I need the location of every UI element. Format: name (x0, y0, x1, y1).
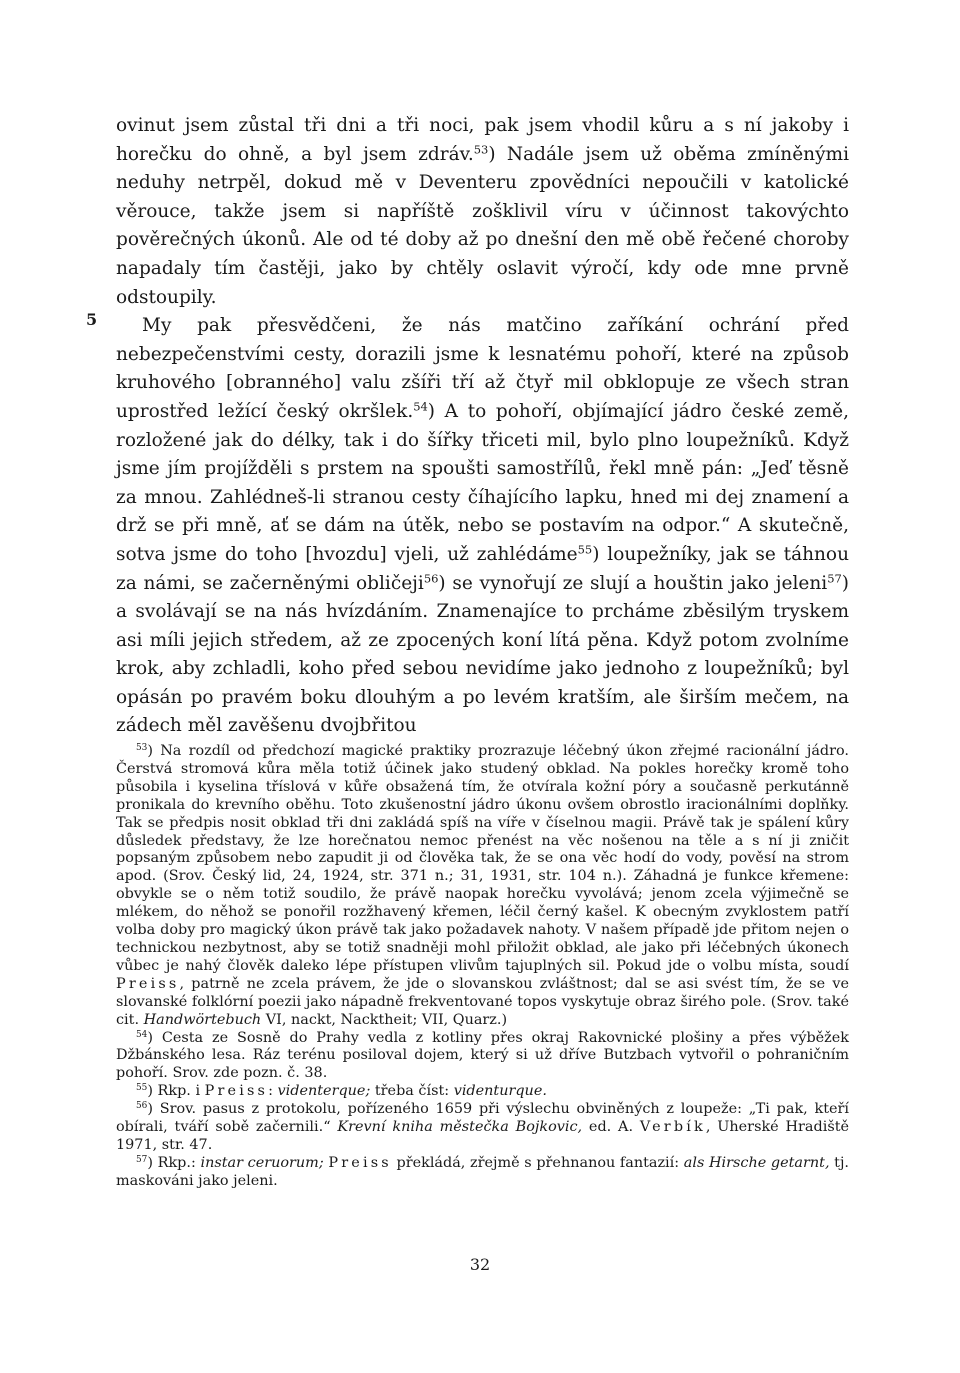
footnote-ref-56[interactable]: 56 (423, 571, 439, 586)
footnote-ref-55[interactable]: 55 (577, 542, 593, 557)
page-number: 32 (469, 1255, 491, 1274)
latin-reading: videnterque; (277, 1083, 371, 1100)
paragraph-2 (116, 312, 849, 741)
author-name: Preiss (204, 1083, 269, 1100)
text-run: , Uherské Hradiště 1971, str. 47. (116, 1119, 850, 1153)
footnote-53 (116, 743, 849, 1030)
text-run: ) Rkp. i (147, 1083, 205, 1100)
footnote-number: 56 (136, 1101, 148, 1112)
latin-reading: instar ceruorum; (200, 1154, 324, 1171)
author-name: Verbík (639, 1119, 706, 1136)
footnote-number: 57 (136, 1154, 148, 1165)
footnote-number: 54 (136, 1029, 148, 1040)
footnote-55 (116, 1083, 849, 1101)
text-run: ) Srov. pasus z protokolu, pořízeného 1659 při výslechu obviněných z loupeže: „Ti pak, kteří obírali, tváří sobě začernili.“ (116, 1101, 849, 1136)
text-run: ovinut jsem zůstal tři dni a tři noci, pak jsem vhodil kůru a s ní jakoby i horečku do ohně, a byl jsem zdráv. (116, 115, 849, 165)
author-name: Preiss (116, 975, 180, 992)
text-run: ) A to pohoří, objímající jádro české země, rozložené jak do délky, tak i do šířky třiceti mil, bylo plno loupežníků. Když jsme jím projížděli s prstem na spoušti samostřílů, řekl mně pán: „Jeď těsně za mnou. Zahlédneš-li stranou cesty číhajícího lapku, hned mi dej znamení a drž se při mně, ať se dám na útěk, nebo se postavím na odpor.“ A skutečně, sotva jsme do toho [hvozdu] vjeli, už zahlédáme (116, 400, 849, 565)
text-run: ed. A. (582, 1119, 640, 1136)
author-name: Preiss (328, 1154, 392, 1171)
text-run: : (268, 1083, 278, 1100)
margin-line-number: 5 (86, 310, 98, 329)
paragraph-1 (116, 112, 849, 312)
footnote-57 (116, 1155, 849, 1191)
text-run: My pak přesvědčeni, že nás matčino zaříkání ochrání před nebezpečenstvími cesty, dorazili jsme k lesnatému pohoří, které na způsob kruhového [obranného] valu zšíři tří až čtyř mil obklopuje ze všech stran uprostřed ležící český okršlek. (116, 315, 849, 422)
german-phrase: als Hirsche getarnt, (683, 1154, 830, 1171)
footnote-ref-54[interactable]: 54 (413, 399, 428, 414)
footnote-54 (116, 1030, 849, 1084)
footnote-number: 55 (136, 1083, 148, 1094)
text-run: ) Na rozdíl od předchozí magické praktiky prozrazuje léčebný úkon zřejmé racionální jádro. Čerstvá stromová kůra měla totiž účinek jako studený obklad. Na pokles horečky kromě toho působila i kyselina tříslová v kůře obsažená tím, že otvírala kožní póry a současně perkutánně pronikala do krevního oběhu. Toto zkušenostní jádro úkonu ovšem obrostlo iracionálními doplňky. Tak se předpis nosit obklad tři dni zakládá spíš na víře v číselnou magii. Právě tak je spálení kůry důsledek představy, že lze horečnatou nemoc přenést na věc nošenou na těle a s ní ji zničit popsaným způsobem nebo zapudit ji od člověka tak, že se ona věc hodí do vody, pověsí na strom apod. (Srov. Český lid, 24, 1924, str. 371 n.; 31, 1931, str. 104 n.). Záhadná je funkce křemene: obvykle se o něm totiž soudilo, že právě naopak horečku vyvolává; jenom zcela výjimečně se mlékem, do něhož se ponořil rozžhavený křemen, léčil černý kašel. K obecným zvyklostem patří volba doby pro magický úkon právě tak jako požadavek nahoty. V našem případě jde přitom nejen o technickou nezbytnost, aby se totiž snadněji mohl přiložit obklad, ale jako při léčebných úkonech vůbec je nahý člověk daleko lépe přístupen vlivům tajuplných sil. Pokud jde o volbu místa, soudí (116, 743, 849, 974)
text-run: třeba číst: (370, 1083, 454, 1100)
text-run: překládá, zřejmě s přehnanou fantazií: (391, 1154, 684, 1171)
footnotes (116, 743, 849, 1191)
text-run: tj. maskováni jako jeleni. (116, 1154, 849, 1189)
text-run: ) Cesta ze Sosně do Prahy vedla z kotliny přes okraj Rakovnické plošiny a přes výběžek Džbánského lesa. Ráz terénu posiloval dojem, který si už dříve Butzbach vytvořil o pohraničním pohoří. Srov. zde pozn. č. 38. (116, 1029, 849, 1082)
text-run: , patrně ne zcela právem, že jde o slovanskou zvláštnost; dal se asi svést tím, že se ve slovanské folklórní poezii jako nápadně frekventované topos vyskytuje obraz širého pole. (Srov. také cit. (116, 975, 849, 1028)
work-title: Handwörtebuch (143, 1011, 262, 1028)
footnote-ref-57[interactable]: 57 (827, 571, 842, 586)
text-run: ) (488, 143, 496, 165)
text-run: ) se vynořují ze slují a houštin jako jeleni (438, 572, 828, 594)
footnote-number: 53 (136, 743, 148, 754)
latin-reading: videnturque. (453, 1083, 547, 1100)
text-run: ) loupežníky, jak se táhnou za námi, se začerněnými obličeji (116, 543, 849, 594)
text-run: ) a svolávají se na nás hvízdáním. Znamenajíce to prcháme zběsilým tryskem asi míli jejich středem, až ze zpocených koní lítá pěna. Když potom zvolníme krok, aby zchladli, koho před sebou nevidíme jako jednoho z loupežníků; byl opásán po pravém boku dlouhým a po levém kratším, ale širším mečem, na zádech měl zavěšenu dvojbřitou (116, 572, 849, 737)
main-text (116, 112, 849, 741)
footnote-ref-53[interactable]: 53 (473, 142, 489, 157)
work-title: Krevní kniha městečka Bojkovic, (337, 1119, 583, 1136)
text-run: ) Rkp.: (147, 1154, 201, 1171)
footnote-56 (116, 1101, 849, 1155)
text-run: Nadále jsem už oběma zmíněnými neduhy netrpěl, dokud mě v Deventeru zpovědníci nepoučili v katolické věrouce, takže jsem si napříště zošklivil víru v účinnost takovýchto pověrečných úkonů. Ale od té doby až po dnešní den mě obě řečené choroby napadaly tím častěji, jako by chtěly oslavit výročí, kdy ode mne prvně odstoupily. (116, 143, 849, 308)
text-run: VI, nackt, Nacktheit; VII, Quarz.) (261, 1011, 508, 1028)
